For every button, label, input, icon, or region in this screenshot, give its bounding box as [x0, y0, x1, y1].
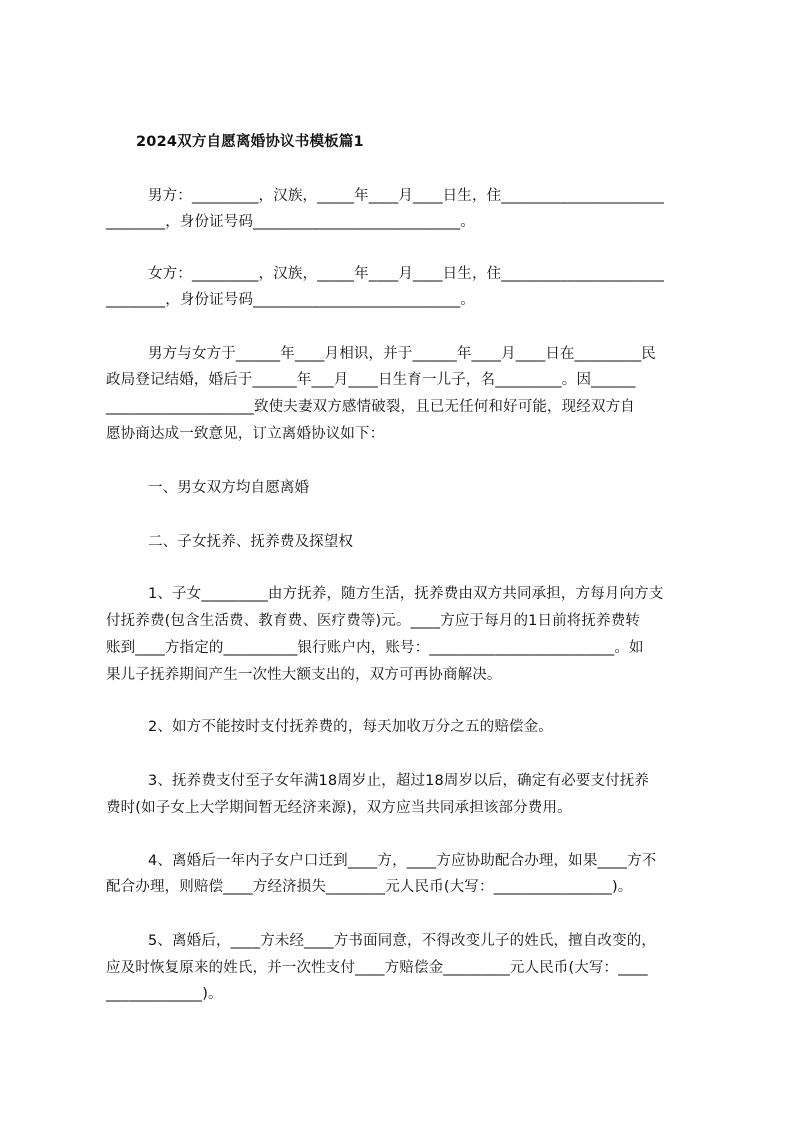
male-party-line-2: ________，身份证号码____________________________。 [106, 214, 475, 230]
clause-3-line-2: 费时(如子女上大学期间暂无经济来源)，双方应当共同承担该部分费用。 [106, 800, 572, 816]
clause-4-line-1: 4、离婚后一年内子女户口迁到____方，____方应协助配合办理，如果____方不 [148, 853, 657, 869]
clause-4-line-2: 配合办理，则赔偿____方经济损失________元人民币(大写：________________)。 [106, 879, 633, 895]
clause-5-line-3: _____________)。 [106, 986, 223, 1002]
section-heading-1: 一、男女双方均自愿离婚 [148, 480, 310, 496]
document-title: 2024双方自愿离婚协议书模板篇1 [136, 134, 364, 150]
clause-5-line-2: 应及时恢复原来的姓氏，并一次性支付____方赔偿金_________元人民币(大写：____ [106, 960, 648, 976]
clause-1-line-2: 付抚养费(包含生活费、教育费、医疗费等)元。____方应于每月的1日前将抚养费转 [106, 613, 641, 629]
clause-1-line-1: 1、子女_________由方抚养，随方生活，抚养费由双方共同承担，方每月向方支 [148, 586, 664, 602]
clause-3-line-1: 3、抚养费支付至子女年满18周岁止，超过18周岁以后，确定有必要支付抚养 [148, 773, 650, 789]
section-heading-2: 二、子女抚养、抚养费及探望权 [148, 534, 354, 550]
background-line-4: 愿协商达成一致意见，订立离婚协议如下： [106, 426, 385, 442]
male-party-line-1: 男方：_________，汉族，_____年____月____日生，住______________________ [148, 188, 665, 204]
clause-2-line-1: 2、如方不能按时支付抚养费的，每天加收万分之五的赔偿金。 [148, 719, 553, 735]
background-line-2: 政局登记结婚，婚后于______年___月____日生育一儿子，名_________。因______ [106, 372, 636, 388]
background-line-3: ____________________致使夫妻双方感情破裂，且已无任何和好可能，现经双方自 [106, 399, 635, 415]
clause-1-line-4: 果儿子抚养期间产生一次性大额支出的，双方可再协商解决。 [106, 667, 502, 683]
female-party-line-2: ________，身份证号码____________________________。 [106, 292, 475, 308]
background-line-1: 男方与女方于______年____月相识，并于______年____月____日在_________民 [148, 346, 656, 362]
clause-1-line-3: 账到____方指定的__________银行账户内，账号：_________________________。如 [106, 640, 644, 656]
female-party-line-1: 女方：_________，汉族，_____年____月____日生，住______________________ [148, 266, 665, 282]
clause-5-line-1: 5、离婚后，____方未经____方书面同意，不得改变儿子的姓氏，擅自改变的， [148, 933, 657, 949]
